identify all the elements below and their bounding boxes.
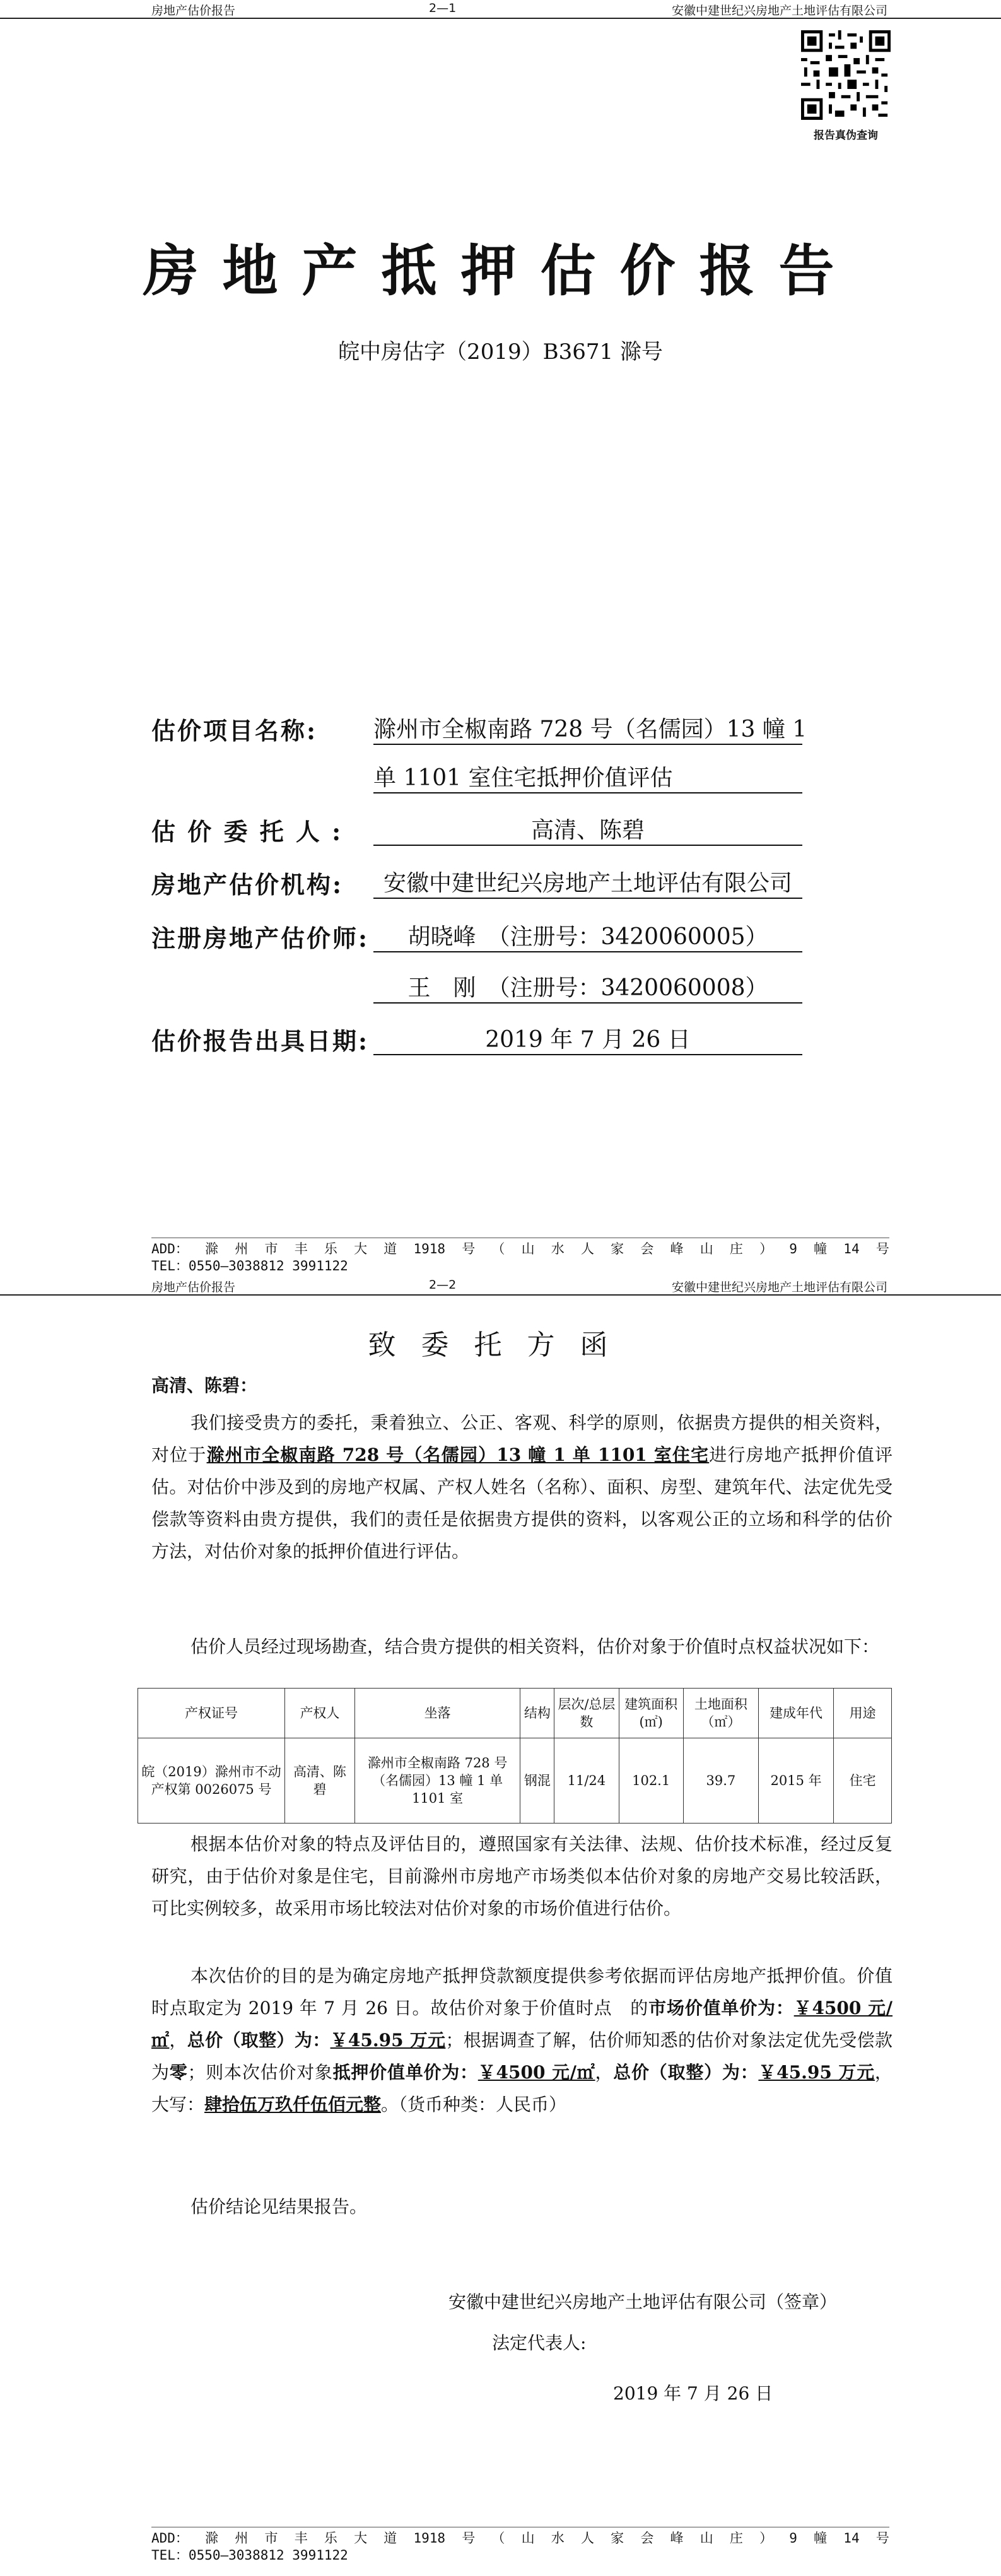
- p4-mortgage-total-label: 总价（取整）为：: [613, 2062, 759, 2083]
- agency-value: 安徽中建世纪兴房地产土地评估有限公司: [373, 865, 802, 899]
- footer-address-part: 会: [640, 2531, 654, 2546]
- cell-usage: 住宅: [834, 1738, 892, 1824]
- project-name-line2: 单 1101 室住宅抵押价值评估: [373, 760, 802, 793]
- header-page-number: 2—1: [429, 1, 457, 15]
- col-floor: 层次/总层数: [554, 1689, 619, 1738]
- appraiser-label: 注册房地产估价师:: [151, 924, 370, 952]
- signature-date: 2019 年 7 月 26 日: [613, 2383, 773, 2404]
- col-built-year: 建成年代: [758, 1689, 833, 1738]
- p4-q: 。（货币种类：人民币）: [381, 2094, 567, 2115]
- p4-amount-in-words: 肆拾伍万玖仟伍佰元整: [204, 2094, 382, 2115]
- signature-representative: 法定代表人:: [492, 2333, 587, 2353]
- footer-address-part: 大: [354, 1241, 368, 1256]
- footer-address: [151, 1241, 889, 1258]
- appraiser-1: 胡晓峰 （注册号：3420060005）: [373, 919, 802, 952]
- paragraph-3: 根据本估价对象的特点及评估目的，遵照国家有关法律、法规、估价技术标准，经过反复研究，由于估价对象是住宅，目前滁州市房地产市场类似本估价对象的房地产交易比较活跃，可比实例较多，故采用市场比较法对估价对象的市场价值进行估价。: [151, 1834, 893, 1919]
- footer-address-part: 9: [789, 2531, 797, 2546]
- col-structure: 结构: [520, 1689, 554, 1738]
- page-header-2: [0, 1277, 1001, 1296]
- col-owner: 产权人: [285, 1689, 355, 1738]
- footer-address-part: 水: [551, 2531, 565, 2546]
- p4-priority-value: 零: [169, 2062, 188, 2083]
- project-name-line1: 滁州市全椒南路 728 号（名儒园）13 幢 1: [373, 711, 802, 745]
- footer-address-part: 滁: [205, 1241, 219, 1256]
- p4-market-unit-value: ￥4500 元/㎡: [151, 1998, 893, 2051]
- footer-address-part: 水: [551, 1241, 565, 1256]
- p4-l: ，: [595, 2062, 614, 2083]
- footer-address-part: 号: [462, 1241, 476, 1256]
- footer-address-part: 号: [875, 1241, 889, 1256]
- footer-address-part: 乐: [324, 1241, 337, 1256]
- footer-address-part: 丰: [294, 2531, 308, 2546]
- footer-address-part: 市: [264, 1241, 278, 1256]
- p4-mortgage-total-value: ￥45.95 万元: [758, 2062, 875, 2083]
- col-usage: 用途: [834, 1689, 892, 1738]
- footer-address-part: 号: [462, 2531, 476, 2546]
- footer-address-part: 1918: [413, 1241, 446, 1256]
- col-land-area: 土地面积（㎡）: [683, 1689, 758, 1738]
- footer-address-part: 幢: [814, 2531, 828, 2546]
- footer-address-part: ）: [759, 1241, 773, 1256]
- agency-label: 房地产估价机构:: [151, 870, 344, 899]
- cell-building-area: 102.1: [619, 1738, 683, 1824]
- footer-address-part: 14: [843, 2531, 860, 2546]
- appraiser-2: 王 刚 （注册号：3420060008）: [373, 970, 802, 1004]
- p1-text-a: 我们接受贵方的委托，秉着独立、公正、客观、科学的原则，依据贵方提供的相关资料，对位于: [151, 1412, 893, 1465]
- footer-add-label: ADD：: [151, 1241, 189, 1256]
- footer-address-part: 号: [875, 2531, 889, 2546]
- p4-o: ，大写：: [151, 2062, 893, 2115]
- footer-address-part: 家: [611, 1241, 624, 1256]
- report-title: 房地产抵押估价报告: [143, 238, 858, 303]
- footer-address-part: 峰: [670, 2531, 684, 2546]
- footer-address-part: 家: [611, 2531, 624, 2546]
- p4-mortgage-unit-value: ￥4500 元/㎡: [477, 2062, 595, 2083]
- footer-address-part: 乐: [324, 2531, 337, 2546]
- footer-address-part: 人: [580, 2531, 594, 2546]
- footer-address-part: 道: [383, 2531, 397, 2546]
- date-value: 2019 年 7 月 26 日: [373, 1022, 802, 1055]
- footer-address-part: 道: [383, 1241, 397, 1256]
- p4-i: ；则本次估价对象: [187, 2062, 333, 2083]
- p4-a: 本次估价的目的是为确定房地产抵押贷款额度提供参考依据而评估房地产抵押价值。价值时点取定为 2019 年 7 月 26 日。故估价对象于价值时点 的: [151, 1965, 893, 2018]
- header-company: 安徽中建世纪兴房地产土地评估有限公司: [671, 4, 887, 18]
- header-left: 房地产估价报告: [151, 4, 236, 18]
- footer-address-part: 庄: [729, 1241, 743, 1256]
- letter-title: 致委托方函: [368, 1329, 633, 1361]
- header-page-number-2: 2—2: [429, 1278, 457, 1292]
- col-location: 坐落: [354, 1689, 520, 1738]
- client-value: 高清、陈碧: [373, 812, 802, 846]
- property-table: [138, 1688, 892, 1824]
- footer-address-part: 州: [235, 1241, 249, 1256]
- cell-location: 滁州市全椒南路 728 号（名儒园）13 幢 1 单 1101 室: [354, 1738, 520, 1824]
- page-footer-2: [151, 2527, 889, 2564]
- page-header: [0, 0, 1001, 19]
- qr-caption: 报告真伪查询: [814, 129, 878, 142]
- cell-cert: 皖（2019）滁州市不动产权第 0026075 号: [138, 1738, 285, 1824]
- footer-address-part: 9: [789, 1241, 797, 1256]
- footer-address-part: 幢: [814, 1241, 828, 1256]
- footer-address-part: 会: [640, 1241, 654, 1256]
- report-number: 皖中房估字（2019）B3671 滁号: [338, 339, 663, 365]
- signature-company: 安徽中建世纪兴房地产土地评估有限公司（签章）: [448, 2292, 838, 2312]
- p4-market-unit-label: 市场价值单价为：: [648, 1998, 794, 2018]
- footer-address-part: 滁: [205, 2531, 219, 2546]
- footer-tel-2: TEL：0550—3038812 3991122: [151, 2548, 348, 2563]
- cell-structure: 钢混: [520, 1738, 554, 1824]
- footer-address-part: 州: [235, 2531, 249, 2546]
- table-row: [138, 1738, 892, 1824]
- cell-land-area: 39.7: [683, 1738, 758, 1824]
- paragraph-2: 估价人员经过现场勘查，结合贵方提供的相关资料，估价对象于价值时点权益状况如下：: [190, 1636, 880, 1657]
- cell-built-year: 2015 年: [758, 1738, 833, 1824]
- footer-address-part: 丰: [294, 1241, 308, 1256]
- footer-address-part: 大: [354, 2531, 368, 2546]
- footer-address-part: 1918: [413, 2531, 446, 2546]
- footer-address-part: 庄: [729, 2531, 743, 2546]
- col-cert: 产权证号: [138, 1689, 285, 1738]
- p1-property-address: 滁州市全椒南路 728 号（名儒园）13 幢 1 单 1101 室住宅: [206, 1444, 710, 1465]
- footer-address-part: 14: [843, 1241, 860, 1256]
- footer-address-part: 人: [580, 1241, 594, 1256]
- p4-g: ；根据调查了解，估价师知悉的估价对象法定优先受偿款为: [151, 2030, 893, 2083]
- footer-address-part: （: [491, 2531, 505, 2546]
- letter-greeting: 高清、陈碧：: [151, 1375, 258, 1396]
- footer-address-part: 山: [700, 2531, 713, 2546]
- paragraph-4: [151, 1960, 893, 2121]
- paragraph-1: [151, 1407, 893, 1567]
- footer-address-part: 山: [700, 1241, 713, 1256]
- footer-address-part: （: [491, 1241, 505, 1256]
- footer-address-part: 山: [521, 1241, 535, 1256]
- header-left-2: 房地产估价报告: [151, 1280, 236, 1294]
- header-company-2: 安徽中建世纪兴房地产土地评估有限公司: [671, 1280, 887, 1294]
- qr-code-icon[interactable]: [801, 30, 891, 120]
- footer-address-part: 山: [521, 2531, 535, 2546]
- cell-owner: 高清、陈碧: [285, 1738, 355, 1824]
- page-footer: [151, 1238, 889, 1275]
- footer-address-part: ）: [759, 2531, 773, 2546]
- col-building-area: 建筑面积(㎡): [619, 1689, 683, 1738]
- p4-mortgage-unit-label: 抵押价值单价为：: [332, 2062, 478, 2083]
- project-name-label: 估价项目名称:: [151, 717, 318, 745]
- paragraph-5: 估价结论见结果报告。: [190, 2196, 368, 2217]
- p4-market-total-label: 总价（取整）为：: [187, 2030, 331, 2051]
- p4-d: ，: [169, 2030, 187, 2051]
- footer-address-2: [151, 2530, 889, 2547]
- footer-tel: TEL：0550—3038812 3991122: [151, 1258, 348, 1273]
- cover-page: [0, 0, 1001, 1287]
- footer-address-part: 峰: [670, 1241, 684, 1256]
- client-label: 估 价 委 托 人 :: [151, 817, 343, 846]
- p1-text-c: 进行房地产抵押价值评估。对估价中涉及到的房地产权属、产权人姓名（名称）、面积、房型、建筑年代、法定优先受偿款等资料由贵方提供，我们的责任是依据贵方提供的资料，以客观公正的立场和科学的估价方法，对估价对象的抵押价值进行评估。: [151, 1444, 893, 1562]
- table-header-row: [138, 1689, 892, 1738]
- footer-address-part: 市: [264, 2531, 278, 2546]
- date-label: 估价报告出具日期:: [151, 1027, 370, 1055]
- footer-add-label: ADD：: [151, 2531, 189, 2546]
- cell-floor: 11/24: [554, 1738, 619, 1824]
- p4-market-total-value: ￥45.95 万元: [330, 2030, 446, 2051]
